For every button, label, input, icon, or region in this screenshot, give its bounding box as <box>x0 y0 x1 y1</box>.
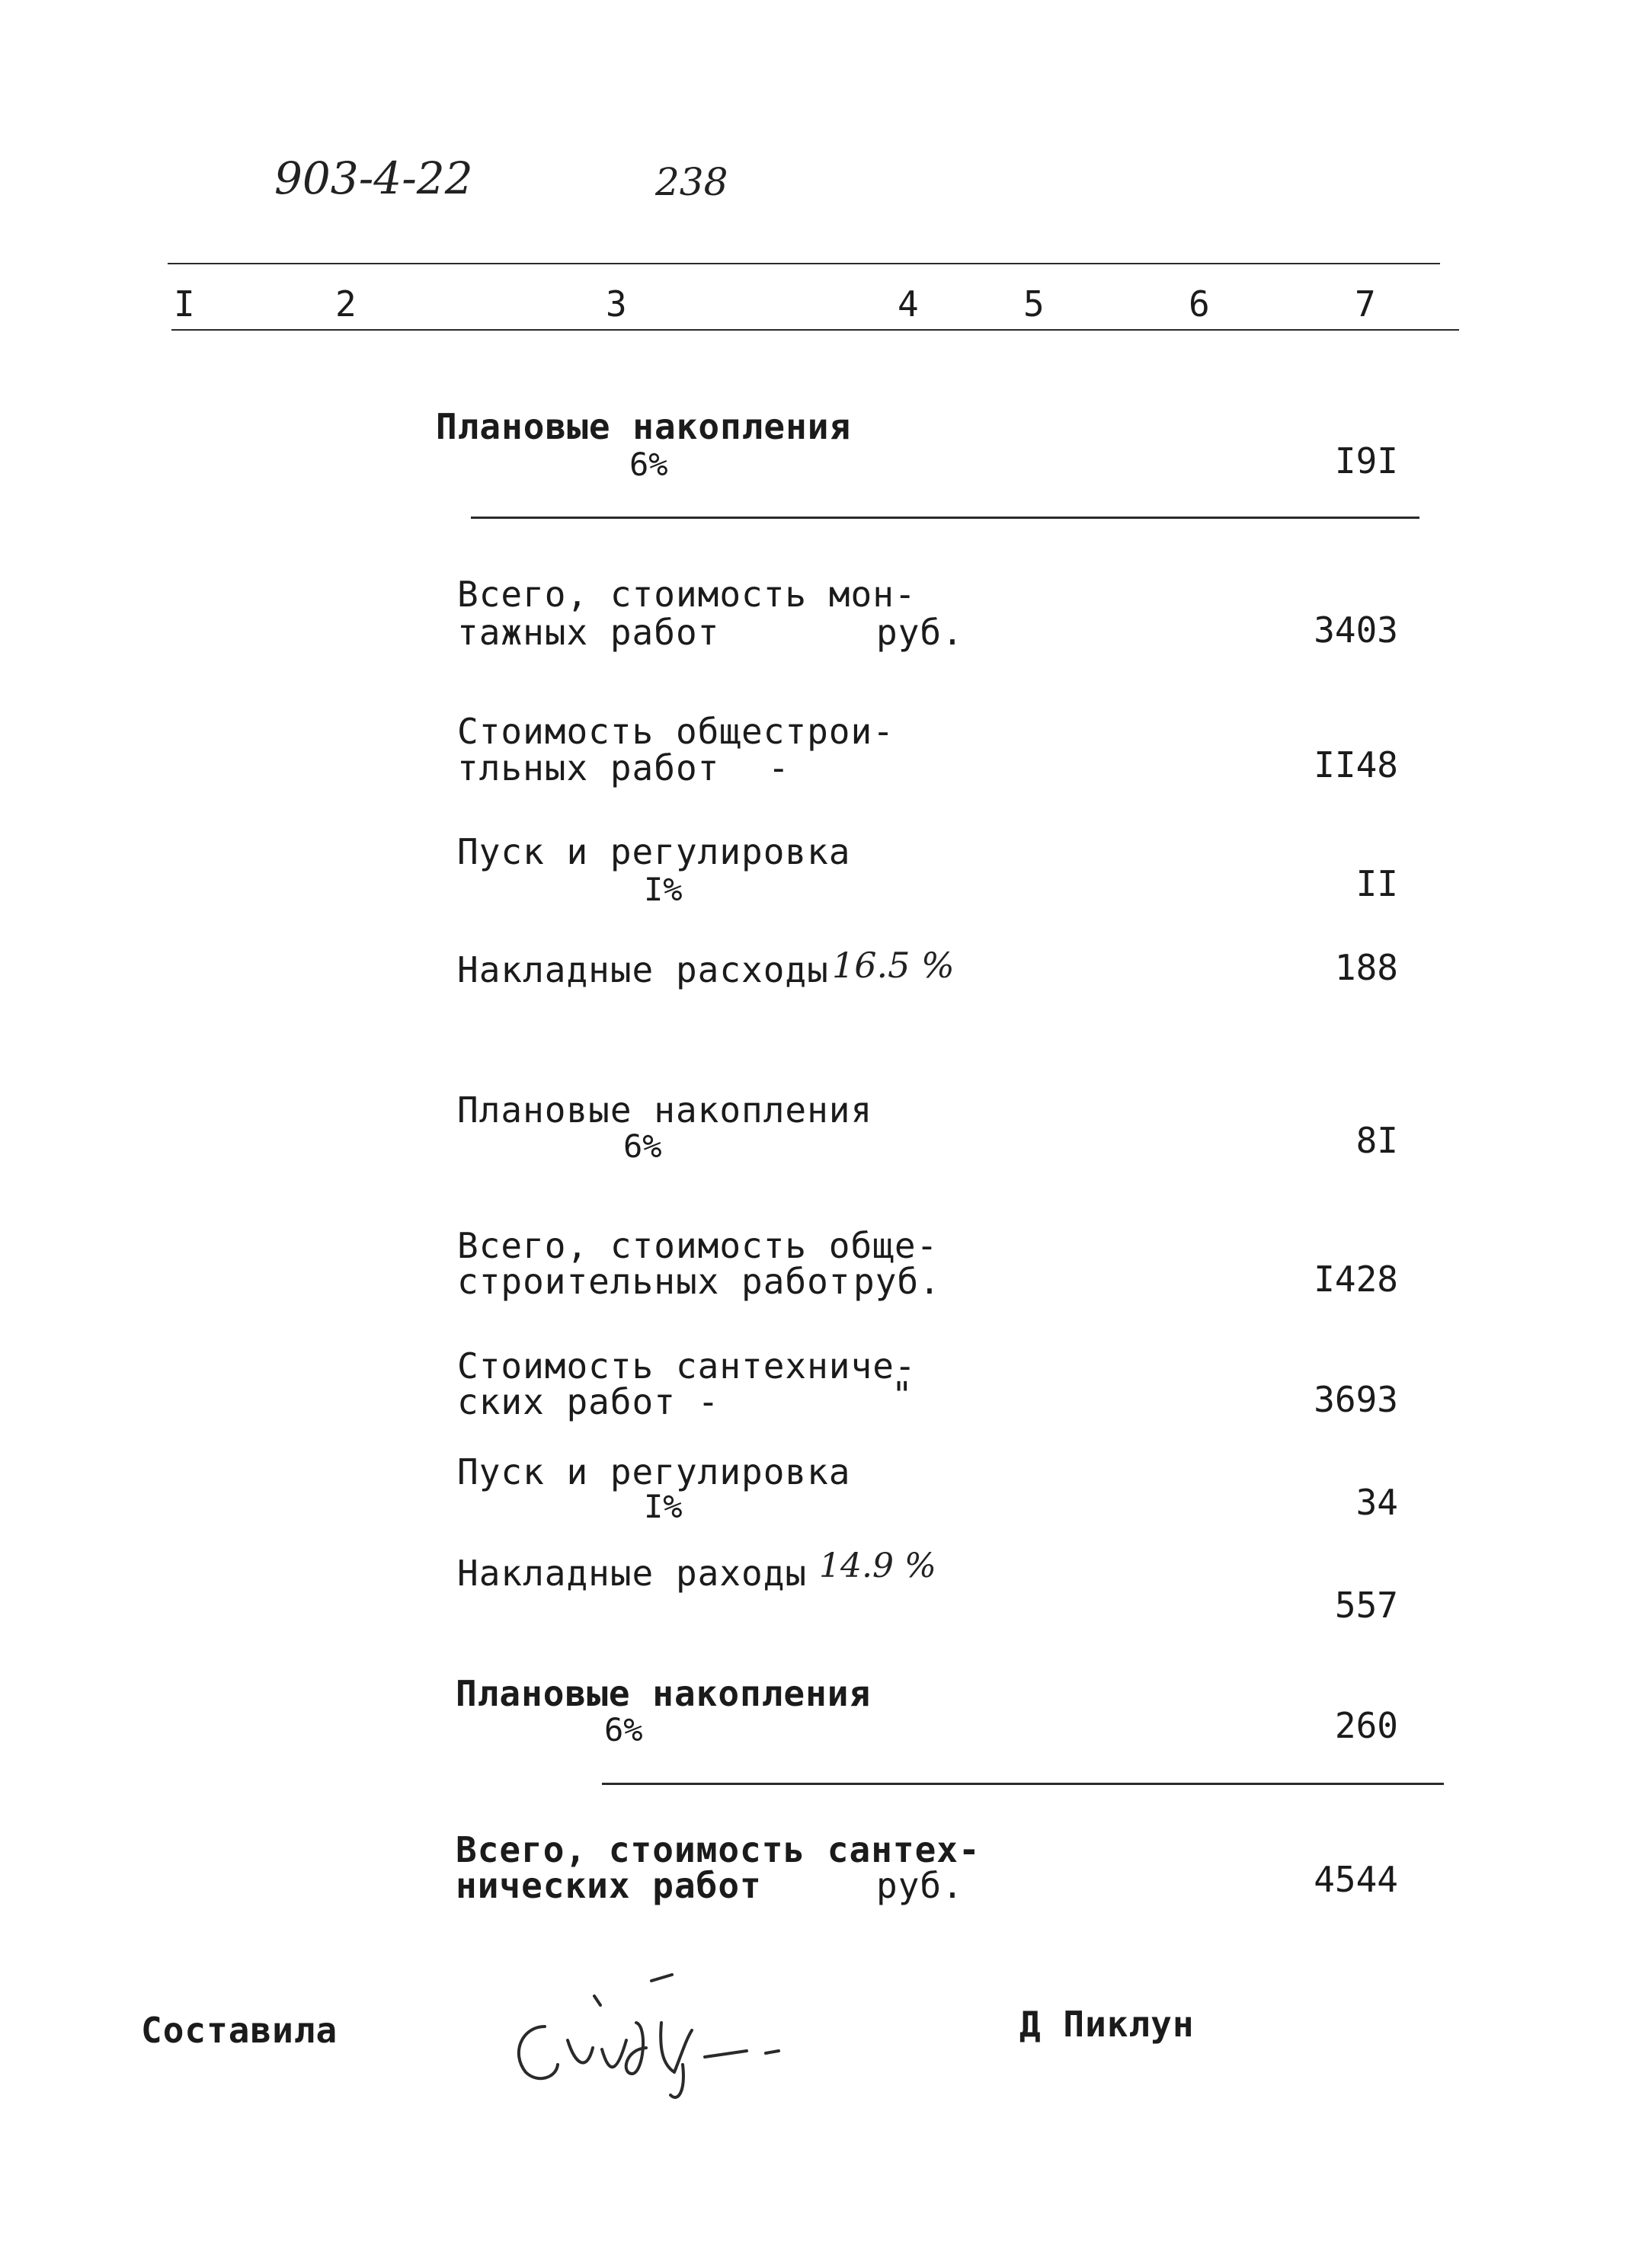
header-bottom-rule <box>171 329 1459 331</box>
handwritten-note: 16.5 % <box>832 945 955 986</box>
row-unit: руб. <box>876 612 964 653</box>
row-percent: I% <box>644 1488 683 1525</box>
row-value: 34 <box>1355 1482 1398 1523</box>
row-unit: - <box>768 747 790 789</box>
subtotal-rule <box>602 1783 1444 1785</box>
row-value: I9I <box>1334 440 1398 481</box>
column-header-7: 7 <box>1355 283 1376 325</box>
row-label: Стоимость сантехниче- <box>457 1345 917 1387</box>
subtotal-rule <box>471 517 1419 519</box>
row-label: Плановые накопления <box>457 1089 873 1131</box>
compiler-name: Д Пиклун <box>1019 2004 1195 2045</box>
row-label: Накладные раходы <box>457 1553 808 1594</box>
row-label-continued: ских работ - <box>457 1381 720 1422</box>
column-header-6: 6 <box>1189 283 1210 325</box>
row-value: 3693 <box>1314 1379 1398 1420</box>
signature <box>503 1950 838 2103</box>
header-top-rule <box>168 263 1440 264</box>
row-label: Плановые накопления <box>436 406 852 447</box>
row-percent: I% <box>644 871 683 908</box>
row-unit: " <box>891 1374 914 1416</box>
row-value: 3403 <box>1314 609 1398 651</box>
row-label-continued: строительных работ <box>457 1261 851 1302</box>
compiled-by-label: Составила <box>141 2010 338 2051</box>
row-value: 4544 <box>1314 1859 1398 1900</box>
row-unit: руб. <box>876 1865 964 1906</box>
column-header-5: 5 <box>1023 283 1045 325</box>
row-unit: руб. <box>853 1261 941 1302</box>
row-label: Пуск и регулировка <box>457 831 851 872</box>
handwritten-note: 14.9 % <box>819 1547 936 1585</box>
row-label-continued: тажных работ <box>457 612 720 653</box>
row-value: 8I <box>1355 1120 1398 1161</box>
document-code: 903-4-22 <box>274 152 473 204</box>
column-header-4: 4 <box>898 283 919 325</box>
row-label: Накладные расходы <box>457 949 829 990</box>
page-number: 238 <box>655 160 728 204</box>
row-label: Стоимость общестрои- <box>457 711 895 752</box>
row-value: I428 <box>1314 1259 1398 1300</box>
row-label-continued: тльных работ <box>457 747 720 789</box>
row-value: II <box>1355 863 1398 904</box>
row-label: Пуск и регулировка <box>457 1451 851 1492</box>
row-percent: 6% <box>623 1128 662 1165</box>
row-label: Всего, стоимость обще- <box>457 1225 939 1266</box>
row-percent: 6% <box>604 1711 643 1748</box>
row-value: 557 <box>1334 1585 1398 1626</box>
column-header-2: 2 <box>335 283 357 325</box>
row-label: Всего, стоимость сантех- <box>456 1829 981 1870</box>
row-percent: 6% <box>629 446 668 483</box>
row-label: Всего, стоимость мон- <box>457 574 917 615</box>
column-header-3: 3 <box>606 283 627 325</box>
row-value: 260 <box>1334 1705 1398 1746</box>
row-value: 188 <box>1334 947 1398 988</box>
column-header-1: I <box>174 283 195 325</box>
row-label: Плановые накопления <box>456 1673 872 1714</box>
row-label-continued: нических работ <box>456 1865 762 1906</box>
row-value: II48 <box>1314 744 1398 785</box>
